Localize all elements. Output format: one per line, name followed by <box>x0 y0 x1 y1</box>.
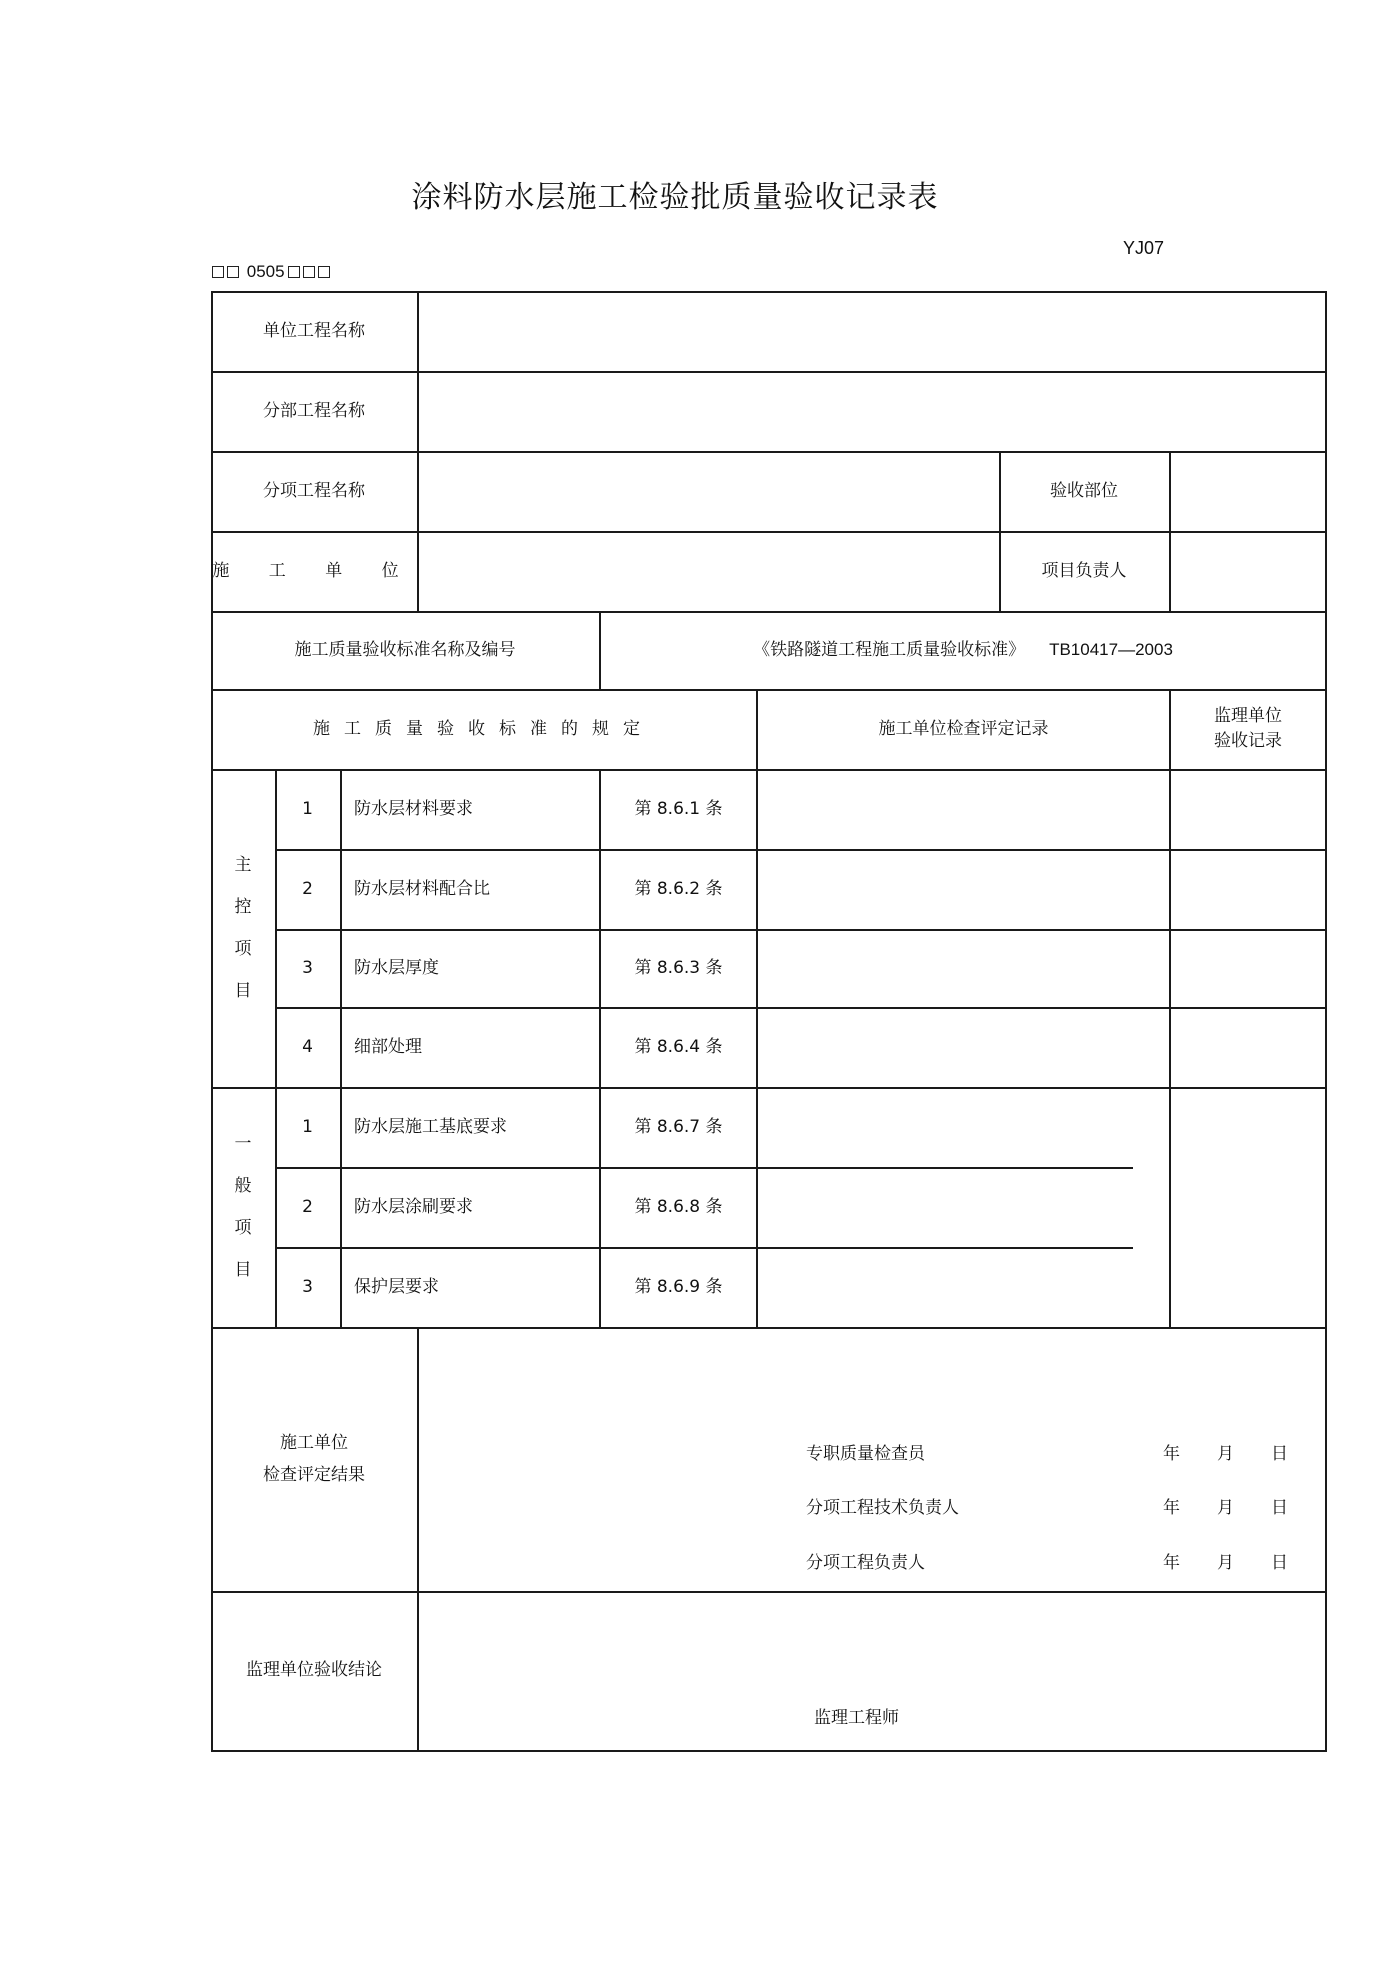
general-char: 项 <box>234 1218 252 1238</box>
serial-box <box>318 266 330 278</box>
regulation-header: 施工质量验收标准的规定 <box>313 718 654 739</box>
signer-role: 专职质量检查员 <box>806 1444 925 1464</box>
general-item-clause: 第 8.6.9 条 <box>634 1276 723 1297</box>
construction-result-line1: 施工单位 <box>280 1432 348 1453</box>
sub-project-value[interactable] <box>419 373 1325 451</box>
serial-code: 0505 <box>246 262 285 281</box>
main-item-no: 1 <box>302 798 313 819</box>
project-leader-value[interactable] <box>1171 533 1325 611</box>
general-item-name: 防水层施工基底要求 <box>354 1116 507 1137</box>
general-char: 一 <box>234 1134 252 1154</box>
main-item-supervision[interactable] <box>1171 851 1325 929</box>
main-item-supervision[interactable] <box>1171 1009 1325 1087</box>
signer-year: 年 <box>1163 1553 1180 1573</box>
main-item-name: 防水层材料配合比 <box>354 878 490 899</box>
main-item-clause: 第 8.6.4 条 <box>634 1036 723 1057</box>
main-item-clause: 第 8.6.1 条 <box>634 798 723 819</box>
border-right <box>1325 291 1327 1752</box>
signer-month: 月 <box>1217 1444 1234 1464</box>
general-char: 目 <box>234 1260 252 1280</box>
item-project-label: 分项工程名称 <box>263 480 365 501</box>
main-control-char: 控 <box>234 897 252 917</box>
supervision-record-line1: 监理单位 <box>1214 705 1282 726</box>
serial-number <box>212 262 333 282</box>
main-item-no: 2 <box>302 878 313 899</box>
project-leader-label: 项目负责人 <box>1041 560 1127 581</box>
signer-month: 月 <box>1217 1498 1234 1518</box>
standard-label: 施工质量验收标准名称及编号 <box>294 639 516 660</box>
supervision-record-header <box>1171 689 1325 769</box>
acceptance-part-label: 验收部位 <box>1050 480 1118 501</box>
main-item-name: 防水层材料要求 <box>354 798 473 819</box>
main-item-record[interactable] <box>758 1009 1169 1087</box>
serial-box <box>227 266 239 278</box>
general-supervision[interactable] <box>1171 1089 1325 1327</box>
form-title: 涂料防水层施工检验批质量验收记录表 <box>411 180 939 215</box>
signer-month: 月 <box>1217 1553 1234 1573</box>
construction-result-label <box>211 1327 417 1591</box>
general-item-clause: 第 8.6.7 条 <box>634 1116 723 1137</box>
main-control-char: 项 <box>234 939 252 959</box>
general-item-no: 1 <box>302 1116 313 1137</box>
form-code: YJ07 <box>1123 238 1165 258</box>
signer-year: 年 <box>1163 1498 1180 1518</box>
main-item-no: 4 <box>302 1036 313 1057</box>
construction-unit-label: 施 工 单 位 <box>212 560 416 581</box>
general-item-no: 2 <box>302 1196 313 1217</box>
main-item-clause: 第 8.6.3 条 <box>634 957 723 978</box>
construction-result-line2: 检查评定结果 <box>263 1465 365 1485</box>
main-item-record[interactable] <box>758 931 1169 1007</box>
main-item-name: 防水层厚度 <box>354 957 439 978</box>
acceptance-part-value[interactable] <box>1171 453 1325 531</box>
construction-unit-value[interactable] <box>419 533 999 611</box>
general-item-no: 3 <box>302 1276 313 1297</box>
main-control-label <box>211 769 275 1087</box>
standard-code: TB10417—2003 <box>1049 639 1173 659</box>
signer-day: 日 <box>1271 1553 1288 1573</box>
sub-project-label: 分部工程名称 <box>263 400 365 421</box>
inspection-form <box>211 291 1327 1752</box>
general-item-clause: 第 8.6.8 条 <box>634 1196 723 1217</box>
general-label <box>211 1087 275 1327</box>
general-item-name: 防水层涂刷要求 <box>354 1196 473 1217</box>
serial-box <box>212 266 224 278</box>
signer-year: 年 <box>1163 1444 1180 1464</box>
serial-box <box>288 266 300 278</box>
main-item-clause: 第 8.6.2 条 <box>634 878 723 899</box>
serial-box <box>303 266 315 278</box>
signer-role: 分项工程技术负责人 <box>806 1498 959 1518</box>
supervision-conclusion-label: 监理单位验收结论 <box>246 1660 382 1681</box>
signer-day: 日 <box>1271 1444 1288 1464</box>
construction-record-header: 施工单位检查评定记录 <box>878 718 1049 739</box>
general-item-record[interactable] <box>758 1249 1169 1327</box>
unit-project-label: 单位工程名称 <box>263 320 365 341</box>
main-item-no: 3 <box>302 957 313 978</box>
main-item-record[interactable] <box>758 851 1169 929</box>
signer-role: 分项工程负责人 <box>806 1553 925 1573</box>
supervision-record-line2: 验收记录 <box>1214 731 1282 751</box>
standard-name: 《铁路隧道工程施工质量验收标准》 <box>753 639 1026 660</box>
main-item-name: 细部处理 <box>354 1036 422 1057</box>
standard-value <box>601 611 1325 689</box>
general-item-record[interactable] <box>758 1169 1169 1247</box>
general-char: 般 <box>234 1176 252 1196</box>
general-item-name: 保护层要求 <box>354 1276 439 1297</box>
main-control-char: 目 <box>234 981 252 1001</box>
border-bottom <box>211 1750 1327 1752</box>
unit-project-value[interactable] <box>419 293 1325 371</box>
supervision-engineer: 监理工程师 <box>814 1708 899 1728</box>
signer-day: 日 <box>1271 1498 1288 1518</box>
main-control-char: 主 <box>234 855 252 875</box>
main-item-supervision[interactable] <box>1171 771 1325 849</box>
general-item-record[interactable] <box>758 1089 1169 1167</box>
main-item-supervision[interactable] <box>1171 931 1325 1007</box>
item-project-value[interactable] <box>419 453 999 531</box>
main-item-record[interactable] <box>758 771 1169 849</box>
